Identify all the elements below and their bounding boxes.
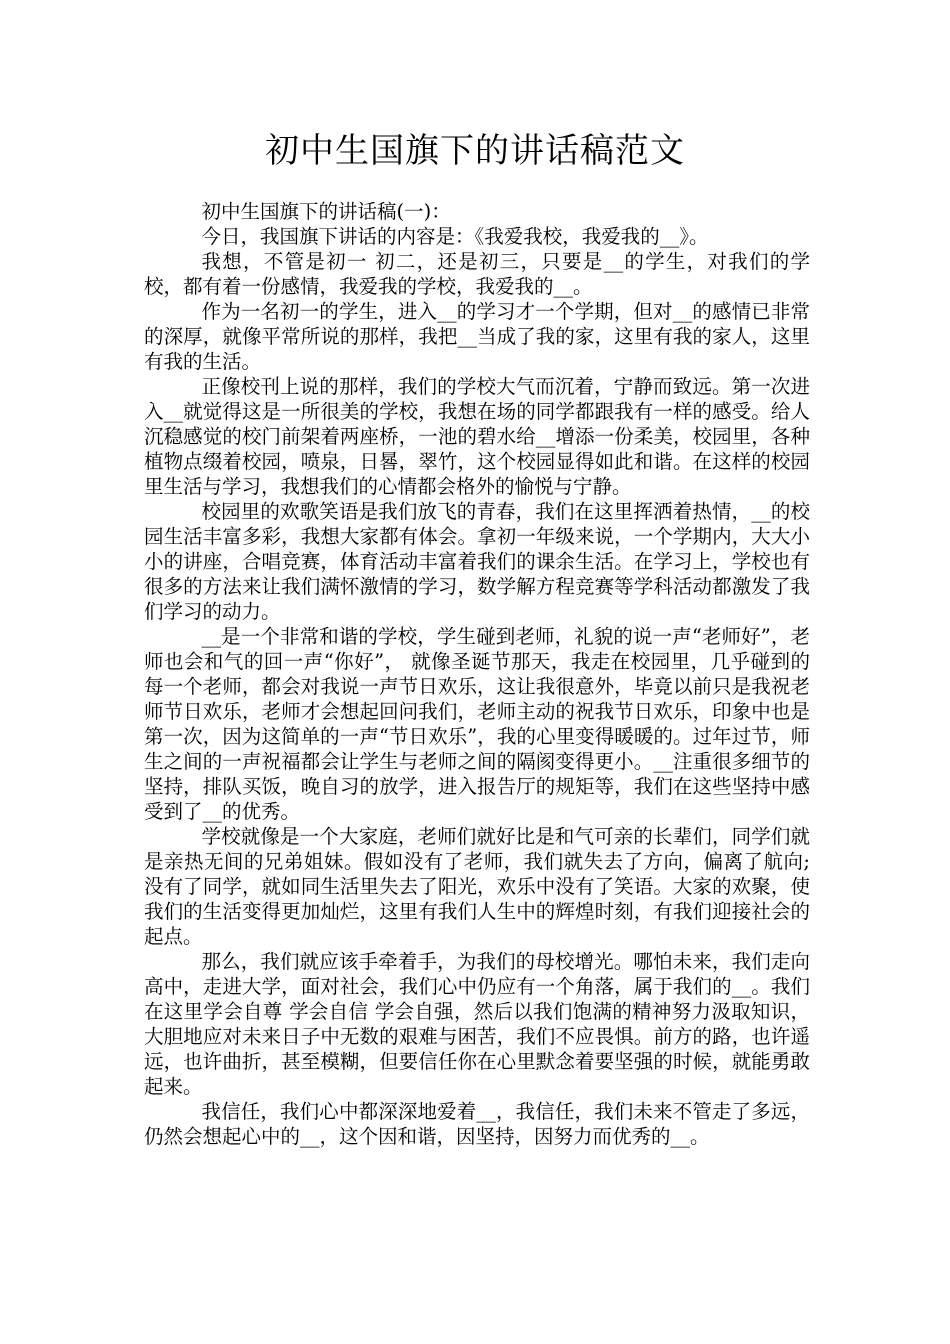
paragraph: 那么，我们就应该手牵着手，为我们的母校增光。哪怕未来，我们走向高中，走进大学，面对社会，我们心中仍应有一个角落，属于我们的__。我们在这里学会自尊 学会自信 学会自强，然后以我们饱满的精神努力汲取知识，大胆地应对未来日子中无数的艰难与困苦，我们不应畏惧。前方的路，也许遥远，也许曲折，甚至模糊，但要信任你在心里默念着要坚强的时候，就能勇敢起来。 bbox=[144, 950, 810, 1098]
paragraph: 我想，不管是初一 初二，还是初三，只要是__的学生，对我们的学校，都有着一份感情，我爱我的学校，我爱我的__。 bbox=[144, 250, 810, 298]
paragraph: 作为一名初一的学生，进入__的学习才一个学期，但对__的感情已非常的深厚，就像平常所说的那样，我把__当成了我的家，这里有我的家人，这里有我的生活。 bbox=[144, 300, 810, 373]
paragraph: 学校就像是一个大家庭，老师们就好比是和气可亲的长辈们，同学们就是亲热无间的兄弟姐妹。假如没有了老师，我们就失去了方向，偏离了航向;没有了同学，就如同生活里失去了阳光，欢乐中没有了笑语。大家的欢聚，使我们的生活变得更加灿烂，这里有我们人生中的辉煌时刻，有我们迎接社会的起点。 bbox=[144, 825, 810, 948]
paragraph: 今日，我国旗下讲话的内容是：《我爱我校，我爱我的__》。 bbox=[201, 225, 709, 248]
paragraph: 我信任，我们心中都深深地爱着__，我信任，我们未来不管走了多远，仍然会想起心中的__，这个因和谐，因坚持，因努力而优秀的__。 bbox=[144, 1100, 810, 1148]
paragraph: 正像校刊上说的那样，我们的学校大气而沉着，宁静而致远。第一次进入__就觉得这是一所很美的学校，我想在场的同学都跟我有一样的感受。给人沉稳感觉的校门前架着两座桥，一池的碧水给__增添一份柔美，校园里，各种植物点缀着校园，喷泉，日晷，翠竹，这个校园显得如此和谐。在这样的校园里生活与学习，我想我们的心情都会格外的愉悦与宁静。 bbox=[144, 375, 810, 498]
paragraph: 校园里的欢歌笑语是我们放飞的青春，我们在这里挥洒着热情，__的校园生活丰富多彩，我想大家都有体会。拿初一年级来说，一个学期内，大大小小的讲座，合唱竞赛，体育活动丰富着我们的课余生活。在学习上，学校也有很多的方法来让我们满怀激情的学习，数学解方程竞赛等学科活动都激发了我们学习的动力。 bbox=[144, 500, 810, 623]
document-body bbox=[144, 199, 810, 1149]
document-title: 初中生国旗下的讲话稿范文 bbox=[265, 131, 685, 171]
paragraph: __是一个非常和谐的学校，学生碰到老师，礼貌的说一声“老师好”，老师也会和气的回一声“你好”， 就像圣诞节那天，我走在校园里，几乎碰到的每一个老师，都会对我说一声节日欢乐，这让我很意外，毕竟以前只是我祝老师节日欢乐，老师才会想起回问我们，老师主动的祝我节日欢乐，印象中也是第一次，因为这简单的一声“节日欢乐”，我的心里变得暖暖的。过年过节，师生之间的一声祝福都会让学生与老师之间的隔阂变得更小。__注重很多细节的坚持，排队买饭，晚自习的放学，进入报告厅的规矩等，我们在这些坚持中感受到了__的优秀。 bbox=[144, 625, 810, 823]
paragraph-heading: 初中生国旗下的讲话稿(一)： bbox=[201, 200, 451, 223]
